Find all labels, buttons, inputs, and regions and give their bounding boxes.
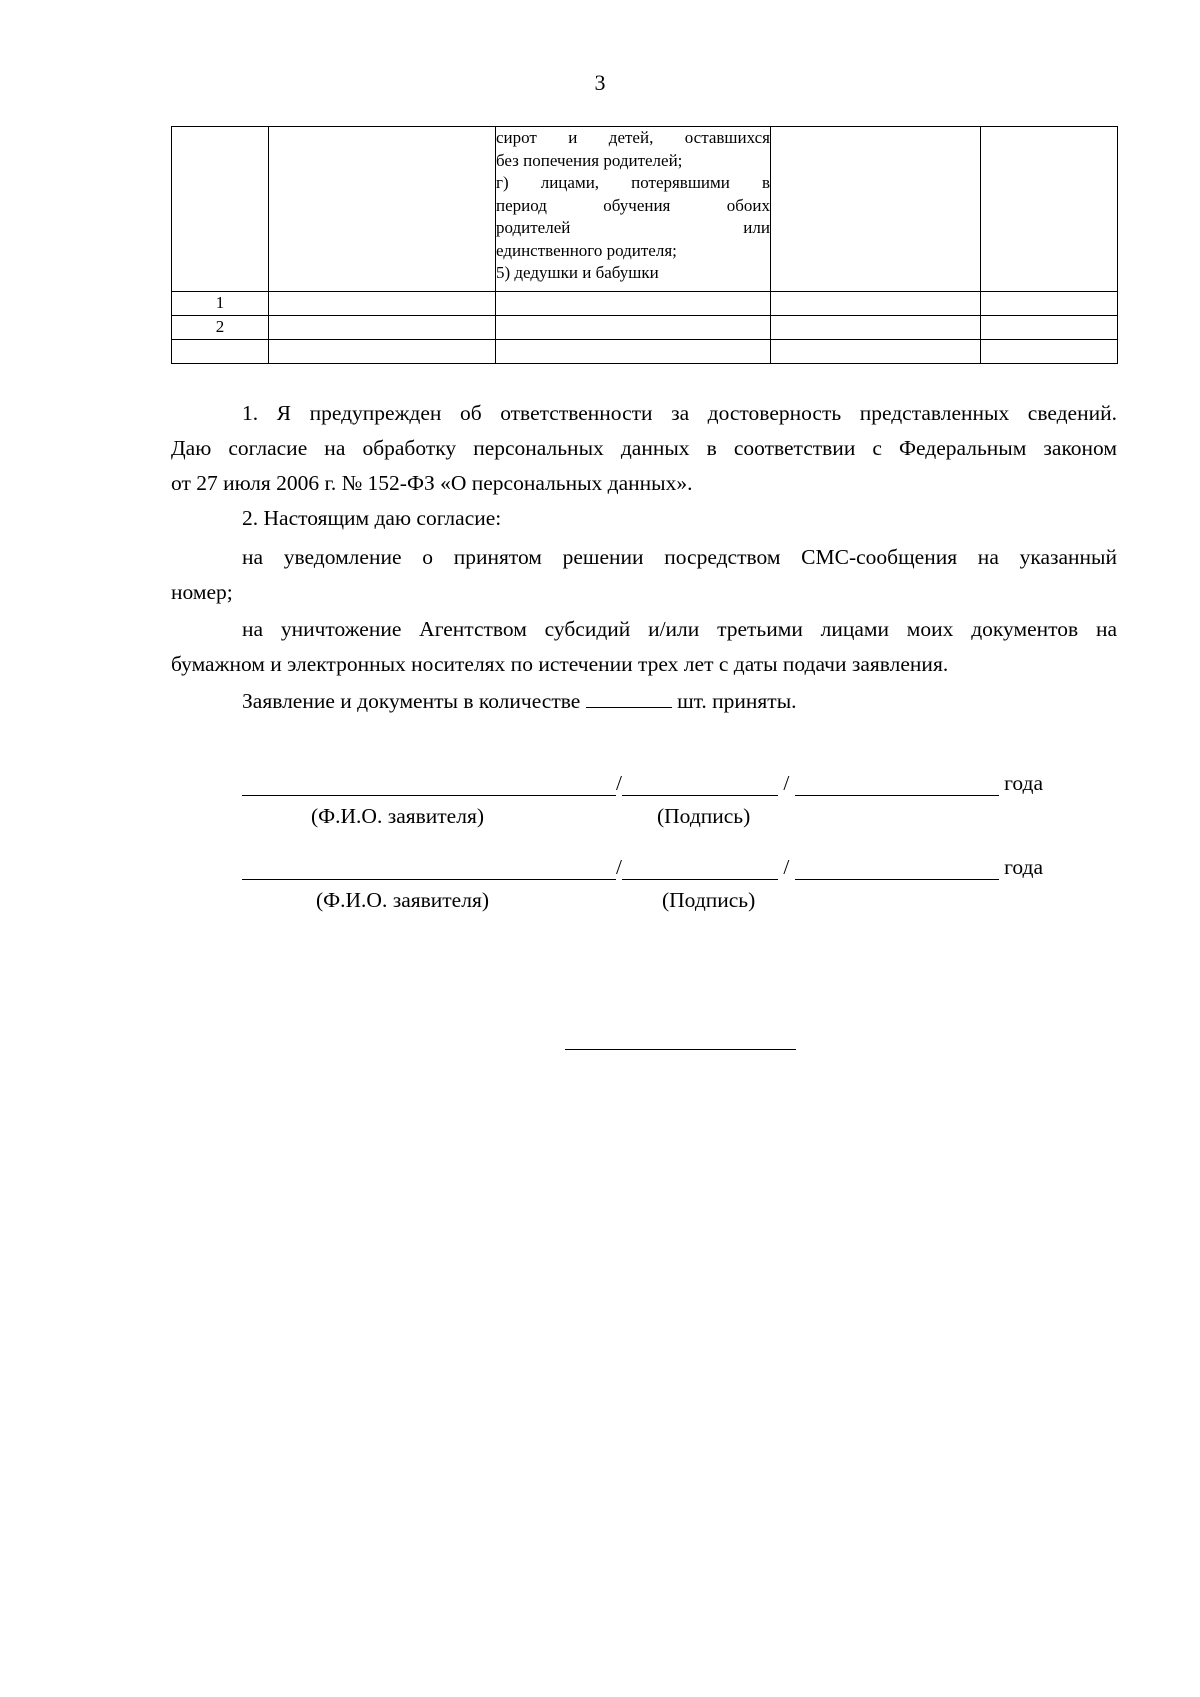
page-number: 3 <box>594 70 606 95</box>
table-cell <box>981 316 1118 340</box>
table-cell <box>981 292 1118 316</box>
sms-consent-paragraph <box>171 540 1117 610</box>
separator-slash: / <box>616 771 622 795</box>
category-line: 5) дедушки и бабушки <box>496 263 659 282</box>
document-count-field[interactable] <box>586 687 672 708</box>
category-line: г) лицами, потерявшими в <box>496 173 770 192</box>
row-number: 1 <box>172 292 269 316</box>
paragraph-line: Даю согласие на обработку персональных данных в соответствии с Федеральным законом <box>171 436 1117 460</box>
separator-slash: / <box>777 855 795 879</box>
table-cell <box>269 340 496 364</box>
category-line: без попечения родителей; <box>496 150 683 170</box>
table-row <box>172 316 1118 340</box>
category-line: родителей или <box>496 218 770 237</box>
table-cell <box>269 316 496 340</box>
fio-caption: (Ф.И.О. заявителя) <box>311 804 484 828</box>
signature-field[interactable] <box>622 775 778 796</box>
table-row-continuation <box>172 127 1118 292</box>
paragraph-line: на уведомление о принятом решении посредством СМС-сообщения на указанный <box>242 545 1117 569</box>
documents-received-text: Заявление и документы в количестве <box>242 689 581 713</box>
end-divider <box>565 1049 796 1050</box>
table-row <box>172 340 1118 364</box>
applicant-name-field[interactable] <box>242 775 616 796</box>
table-cell <box>981 340 1118 364</box>
separator-slash: / <box>777 771 795 795</box>
category-line: сирот и детей, оставшихся <box>496 128 770 147</box>
table-cell <box>771 292 981 316</box>
row-number: 2 <box>172 316 269 340</box>
signature-line-1 <box>242 771 1043 801</box>
category-line: единственного родителя; <box>496 240 677 260</box>
paragraph-line: бумажном и электронных носителях по истечении трех лет с даты подачи заявления. <box>171 652 949 676</box>
table-row <box>172 292 1118 316</box>
paragraph-line: на уничтожение Агентством субсидий и/или третьими лицами моих документов на <box>242 617 1117 641</box>
responsibility-paragraph <box>171 396 1117 501</box>
table-cell <box>981 127 1118 292</box>
signature-field[interactable] <box>622 859 778 880</box>
year-label: года <box>1004 771 1043 795</box>
separator-slash: / <box>616 855 622 879</box>
signature-line-2 <box>242 855 1043 885</box>
row-number <box>172 340 269 364</box>
consent-heading: 2. Настоящим даю согласие: <box>242 506 502 530</box>
applicants-table <box>171 126 1118 364</box>
signature-caption: (Подпись) <box>662 888 756 912</box>
date-field[interactable] <box>795 859 999 880</box>
date-field[interactable] <box>795 775 999 796</box>
fio-caption: (Ф.И.О. заявителя) <box>316 888 489 912</box>
destruction-consent-paragraph <box>171 612 1117 682</box>
category-line: период обучения обоих <box>496 195 770 215</box>
documents-received-suffix: шт. приняты. <box>677 689 797 713</box>
table-cell <box>269 292 496 316</box>
paragraph-line: номер; <box>171 580 233 604</box>
paragraph-line: 1. Я предупрежден об ответственности за достоверность представленных сведений. <box>242 401 1117 425</box>
table-cell <box>496 292 771 316</box>
category-text-cell <box>496 127 771 292</box>
signature-caption: (Подпись) <box>657 804 751 828</box>
table-cell <box>771 316 981 340</box>
table-cell <box>496 316 771 340</box>
year-label: года <box>1004 855 1043 879</box>
table-cell <box>496 340 771 364</box>
table-cell <box>269 127 496 292</box>
applicant-name-field[interactable] <box>242 859 616 880</box>
paragraph-line: от 27 июля 2006 г. № 152-ФЗ «О персональных данных». <box>171 471 693 495</box>
table-cell <box>771 340 981 364</box>
documents-received-line <box>171 684 1117 719</box>
table-cell <box>172 127 269 292</box>
table-cell <box>771 127 981 292</box>
